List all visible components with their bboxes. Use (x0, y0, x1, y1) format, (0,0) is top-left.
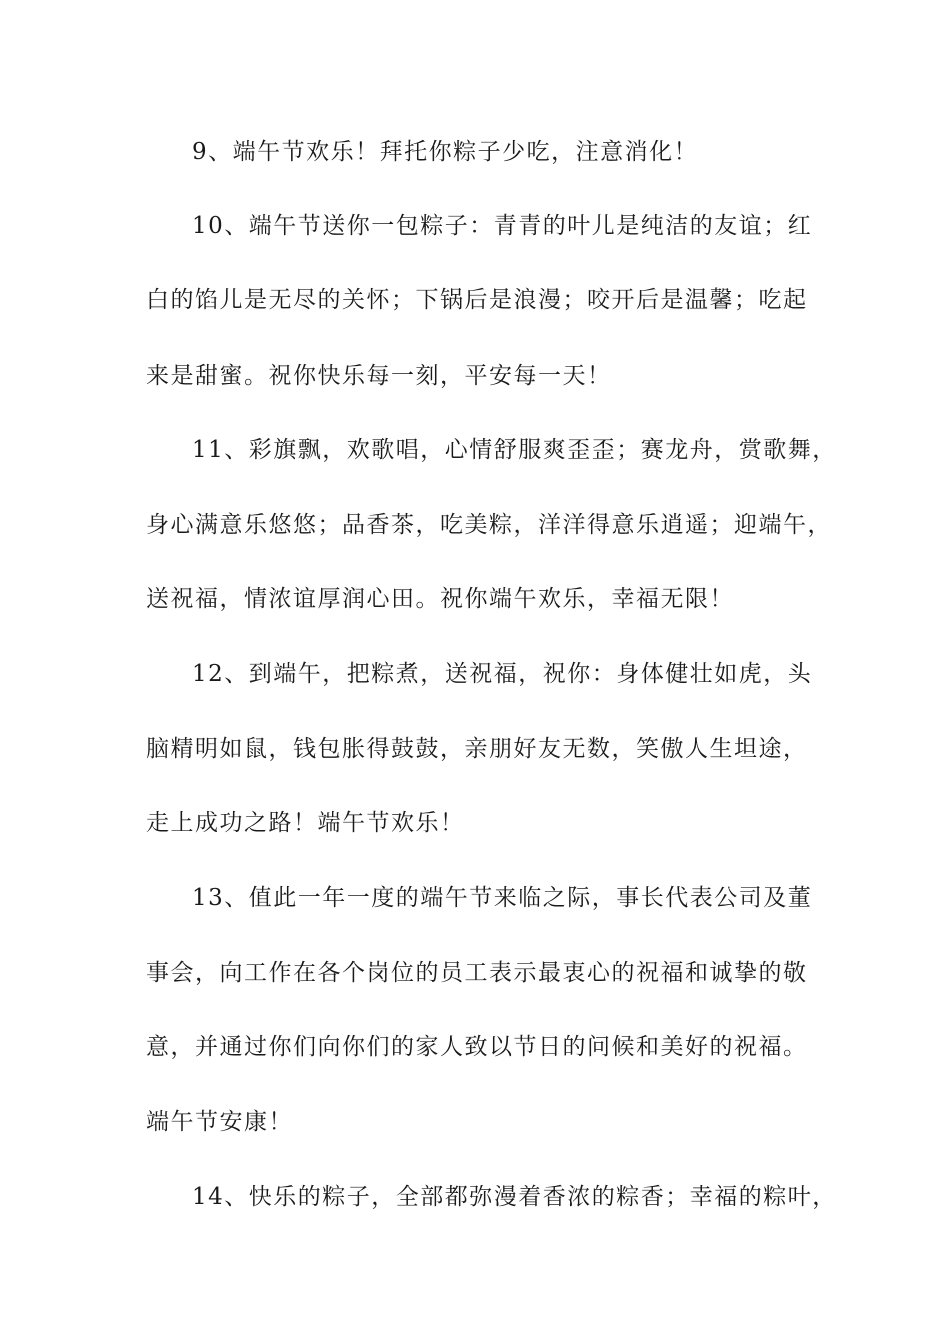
paragraph-12-line-3: 走上成功之路！端午节欢乐！ (146, 810, 465, 836)
paragraph-10-line-1: 10、端午节送你一包粽子：青青的叶儿是纯洁的友谊；红 (192, 213, 813, 239)
paragraph-9-line-1: 9、端午节欢乐！拜托你粽子少吃，注意消化！ (192, 139, 699, 165)
paragraph-11-line-2: 身心满意乐悠悠；品香茶，吃美粽，洋洋得意乐逍遥；迎端午， (146, 512, 832, 538)
paragraph-13-line-2: 事会，向工作在各个岗位的员工表示最衷心的祝福和诚挚的敬 (146, 960, 808, 986)
paragraph-14-line-1: 14、快乐的粽子，全部都弥漫着香浓的粽香；幸福的粽叶， (192, 1184, 837, 1210)
paragraph-11-line-3: 送祝福，情浓谊厚润心田。祝你端午欢乐，幸福无限！ (146, 586, 734, 612)
paragraph-13-line-1: 13、值此一年一度的端午节来临之际，事长代表公司及董 (192, 885, 813, 911)
paragraph-11-line-1: 11、彩旗飘，欢歌唱，心情舒服爽歪歪；赛龙舟，赏歌舞， (192, 437, 837, 463)
paragraph-10-line-3: 来是甜蜜。祝你快乐每一刻，平安每一天！ (146, 363, 612, 389)
paragraph-13-line-3: 意，并通过你们向你们的家人致以节日的问候和美好的祝福。 (146, 1034, 808, 1060)
paragraph-12-line-1: 12、到端午，把粽煮，送祝福，祝你：身体健壮如虎，头 (192, 661, 813, 687)
paragraph-12-line-2: 脑精明如鼠，钱包胀得鼓鼓，亲朋好友无数，笑傲人生坦途， (146, 736, 808, 762)
paragraph-13-line-4: 端午节安康！ (146, 1109, 293, 1135)
paragraph-10-line-2: 白的馅儿是无尽的关怀；下锅后是浪漫；咬开后是温馨；吃起 (146, 287, 808, 313)
